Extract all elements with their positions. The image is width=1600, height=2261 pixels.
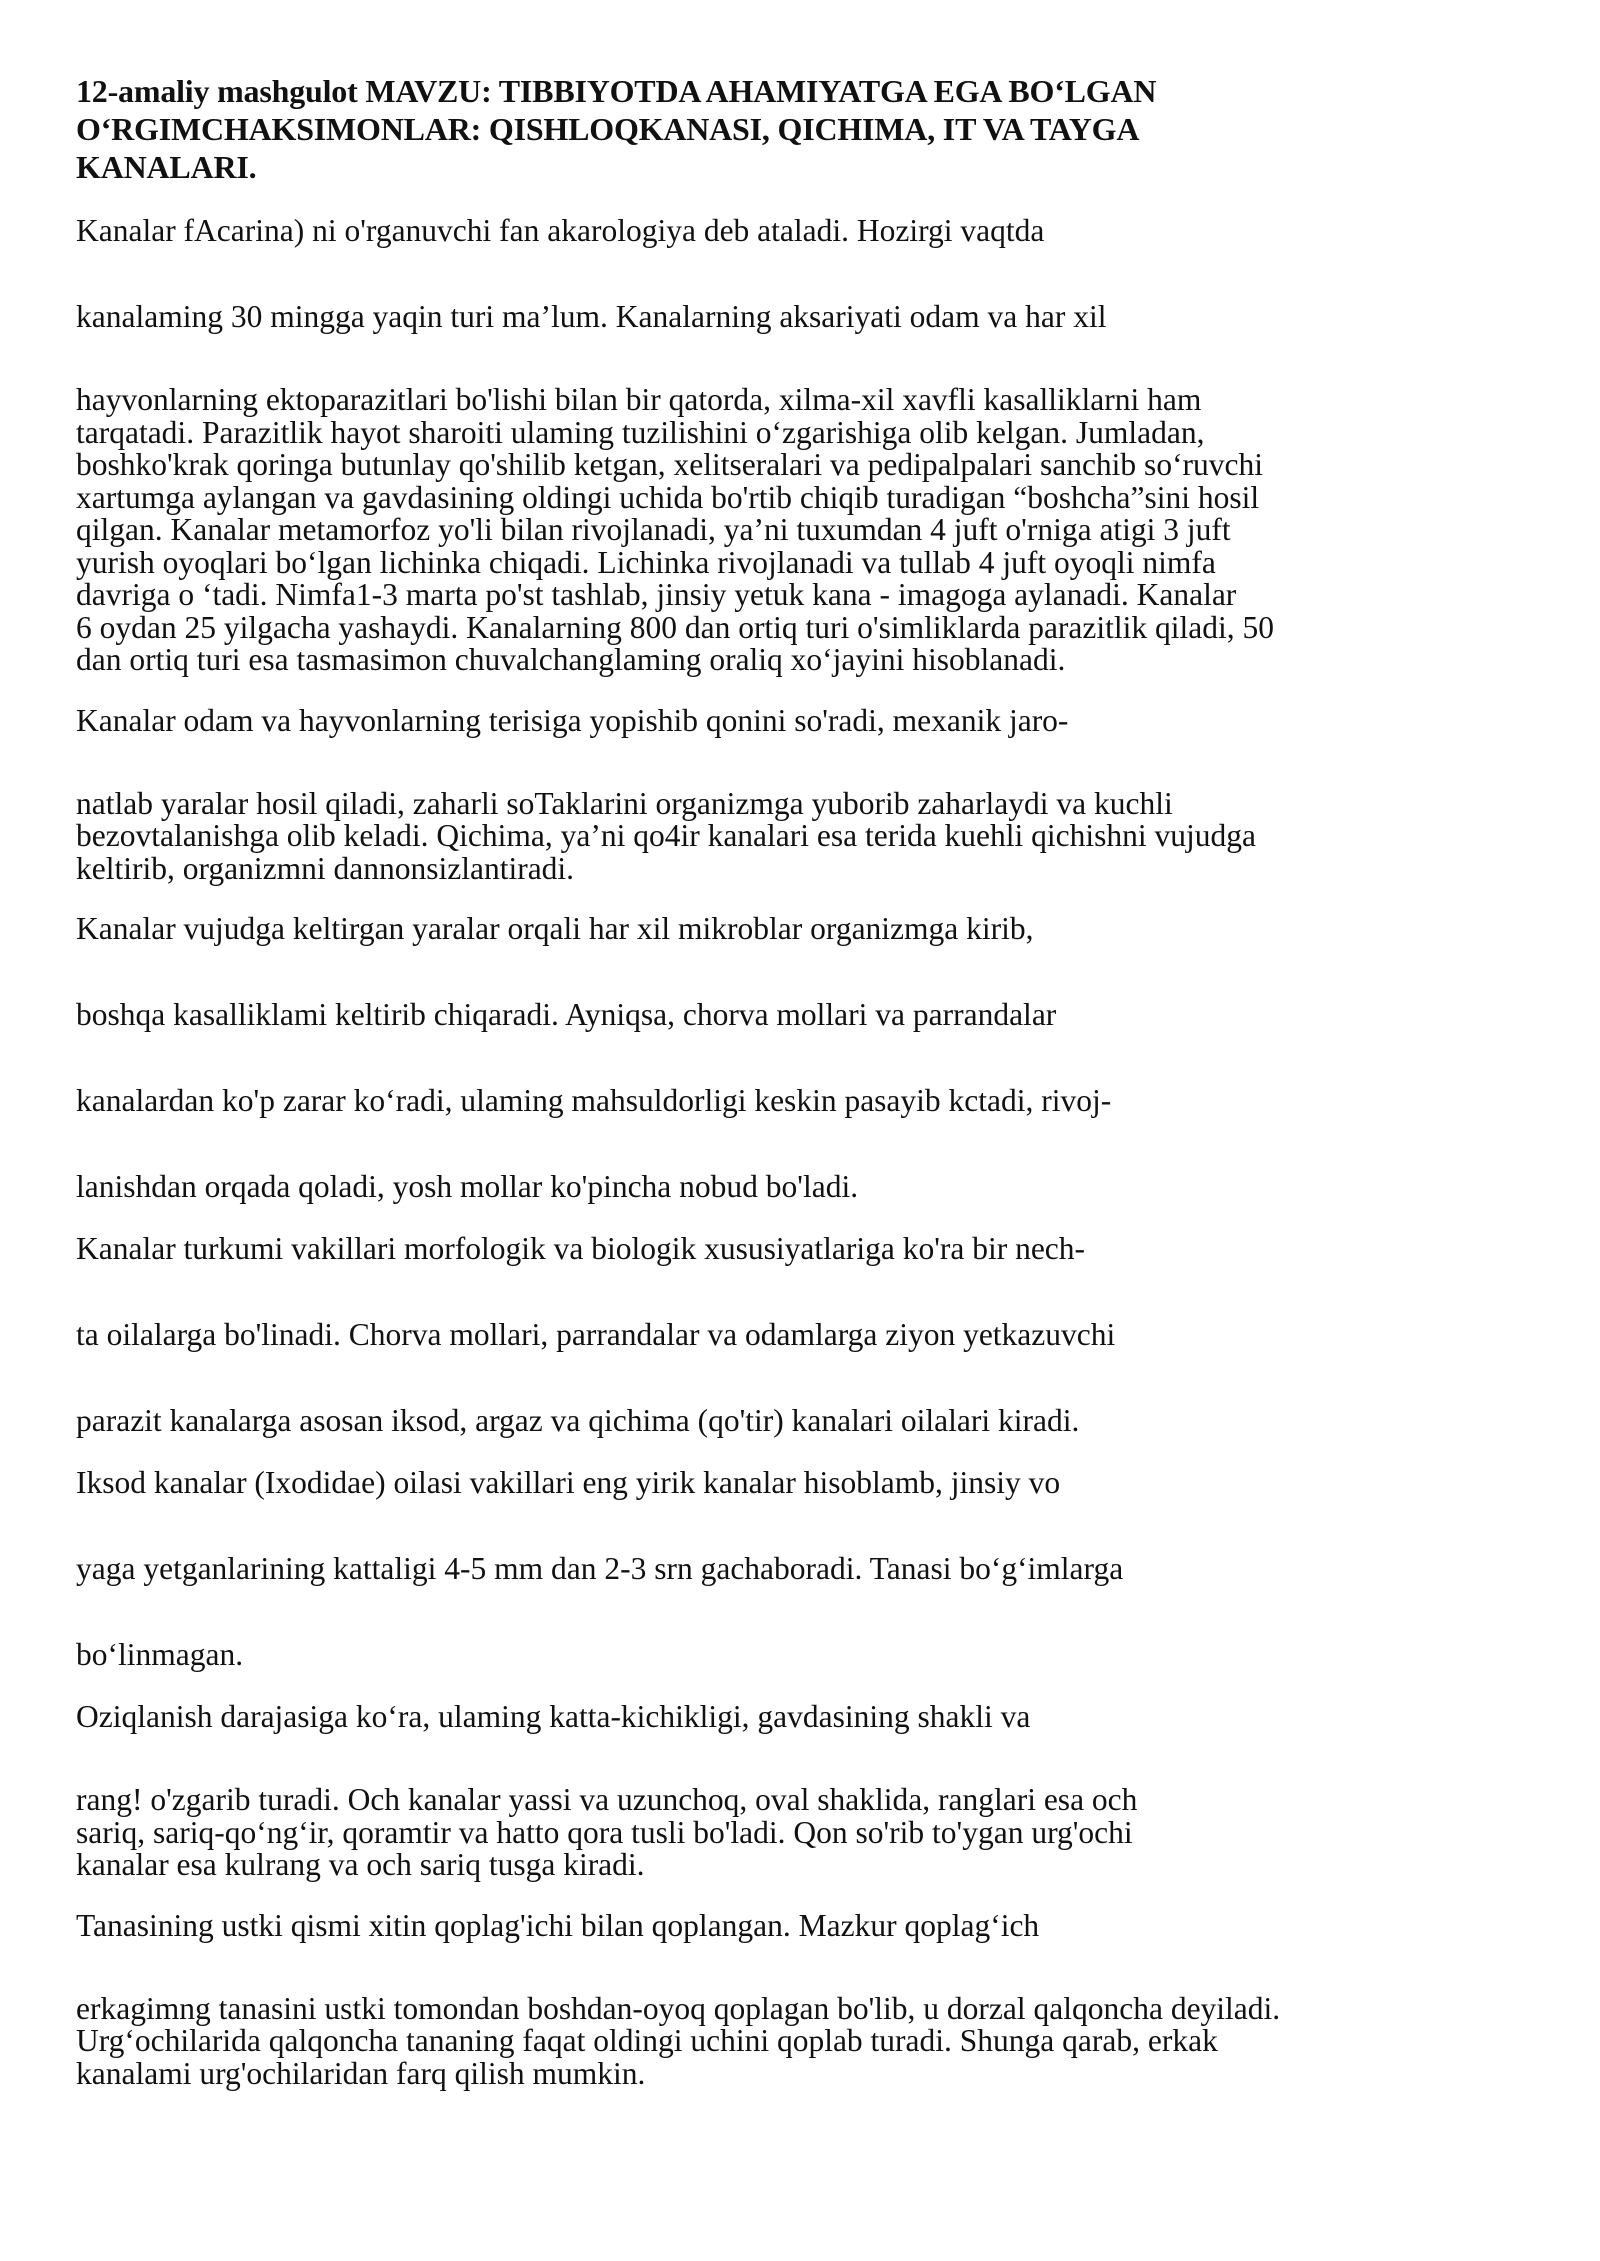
paragraph	[76, 384, 1556, 677]
text-line: rang! o'zgarib turadi. Och kanalar yassi va uzunchoq, oval shaklida, ranglari esa och	[76, 1782, 1138, 1817]
text-line: natlab yaralar hosil qiladi, zaharli soTaklarini organizmga yuborib zaharlaydi va kuchli	[76, 785, 1173, 821]
text-line: hayvonlarning ektoparazitlari bo'lishi bilan bir qatorda, xilma-xil xavfli kasalliklarni ham	[76, 382, 1202, 417]
text-line: yurish oyoqlari bo‘lgan lichinka chiqadi. Lichinka rivojlanadi va tullab 4 juft oyoqli nimfa	[76, 544, 1216, 580]
text-line: Tanasining ustki qismi xitin qoplag'ichi bilan qoplangan. Mazkur qoplag‘ich	[76, 1907, 1040, 1943]
paragraph	[76, 1698, 1556, 1735]
title-line: 12-amaliy mashgulot MAVZU: TIBBIYOTDA AHAMIYATGA EGA BO‘LGAN	[76, 73, 1157, 109]
paragraph	[76, 1168, 1556, 1205]
text-line: parazit kanalarga asosan iksod, argaz va qichima (qo'tir) kanalari oilalari kiradi.	[76, 1403, 1080, 1438]
document-title	[76, 72, 1556, 186]
text-line: Kanalar odam va hayvonlarning terisiga yopishib qonini so'radi, mexanik jaro-	[76, 702, 1069, 738]
text-line: Urg‘ochilarida qalqoncha tananing faqat oldingi uchini qoplab turadi. Shunga qarab, erkak	[76, 2023, 1218, 2058]
paragraph	[76, 212, 1556, 249]
text-line: boshqa kasalliklami keltirib chiqaradi. Ayniqsa, chorva mollari va parrandalar	[76, 997, 1057, 1032]
paragraph	[76, 702, 1556, 739]
text-line: xartumga aylangan va gavdasining oldingi uchida bo'rtib chiqib turadigan “boshcha”sini hosil	[76, 479, 1260, 515]
paragraph	[76, 1464, 1556, 1501]
text-line: sariq, sariq-qo‘ng‘ir, qoramtir va hatto qora tusli bo'ladi. Qon so'rib to'ygan urg'ochi	[76, 1814, 1133, 1850]
document-page	[76, 72, 1556, 2090]
text-line: bo‘linmagan.	[76, 1637, 244, 1672]
text-line: davriga o ‘tadi. Nimfa1-3 marta po'st tashlab, jinsiy yetuk kana - imagoga aylanadi. Kanalar	[76, 577, 1237, 612]
paragraph	[76, 785, 1556, 886]
text-line: Kanalar fAcarina) ni o'rganuvchi fan akarologiya deb ataladi. Hozirgi vaqtda	[76, 213, 1045, 248]
text-line: kanalar esa kulrang va och sariq tusga kiradi.	[76, 1847, 645, 1882]
text-line: bezovtalanishga olib keladi. Qichima, ya’ni qo4ir kanalari esa terida kuehli qichishni vujudga	[76, 818, 1257, 853]
text-line: keltirib, organizmni dannonsizlantiradi.	[76, 850, 575, 886]
text-line: Kanalar vujudga keltirgan yaralar orqali har xil mikroblar organizmga kirib,	[76, 911, 1034, 946]
title-line: KANALARI.	[76, 149, 257, 185]
text-line: lanishdan orqada qoladi, yosh mollar ko'pincha nobud bo'ladi.	[76, 1169, 859, 1204]
paragraph	[76, 1784, 1556, 1882]
paragraph	[76, 1550, 1556, 1587]
paragraph	[76, 996, 1556, 1033]
text-line: erkagimng tanasini ustki tomondan boshdan-oyoq qoplagan bo'lib, u dorzal qalqoncha deyiladi.	[76, 1990, 1281, 2026]
text-line: qilgan. Kanalar metamorfoz yo'li bilan rivojlanadi, ya’ni tuxumdan 4 juft o'rniga atigi 3 juft	[76, 512, 1231, 547]
text-line: 6 oydan 25 yilgacha yashaydi. Kanalarning 800 dan ortiq turi o'simliklarda parazitlik qiladi, 50	[76, 609, 1274, 645]
text-line: Kanalar turkumi vakillari morfologik va biologik xususiyatlariga ko'ra bir nech-	[76, 1231, 1086, 1266]
paragraph	[76, 1230, 1556, 1267]
paragraph	[76, 1316, 1556, 1353]
paragraph	[76, 1636, 1556, 1673]
text-line: yaga yetganlarining kattaligi 4-5 mm dan 2-3 srn gachaboradi. Tanasi bo‘g‘imlarga	[76, 1551, 1124, 1586]
paragraph	[76, 1990, 1556, 2091]
paragraph	[76, 910, 1556, 947]
text-line: boshko'krak qoringa butunlay qo'shilib ketgan, xelitseralari va pedipalpalari sanchib so‘ruvchi	[76, 447, 1264, 482]
title-line: O‘RGIMCHAKSIMONLAR: QISHLOQKANASI, QICHIMA, IT VA TAYGA	[76, 111, 1140, 147]
paragraph	[76, 1907, 1556, 1944]
text-line: tarqatadi. Parazitlik hayot sharoiti ulaming tuzilishini o‘zgarishiga olib kelgan. Jumladan,	[76, 414, 1205, 450]
paragraph	[76, 1082, 1556, 1119]
text-line: dan ortiq turi esa tasmasimon chuvalchanglaming oraliq xo‘jayini hisoblanadi.	[76, 642, 1066, 677]
paragraph	[76, 298, 1556, 335]
text-line: kanalami urg'ochilaridan farq qilish mumkin.	[76, 2055, 646, 2091]
text-line: kanalardan ko'p zarar ko‘radi, ulaming mahsuldorligi keskin pasayib kctadi, rivoj-	[76, 1083, 1112, 1118]
text-line: kanalaming 30 mingga yaqin turi ma’lum. Kanalarning aksariyati odam va har xil	[76, 299, 1107, 334]
text-line: Oziqlanish darajasiga ko‘ra, ulaming katta-kichikligi, gavdasining shakli va	[76, 1699, 1031, 1734]
text-line: Iksod kanalar (Ixodidae) oilasi vakillari eng yirik kanalar hisoblamb, jinsiy vo	[76, 1465, 1061, 1500]
paragraph	[76, 1402, 1556, 1439]
text-line: ta oilalarga bo'linadi. Chorva mollari, parrandalar va odamlarga ziyon yetkazuvchi	[76, 1317, 1116, 1352]
